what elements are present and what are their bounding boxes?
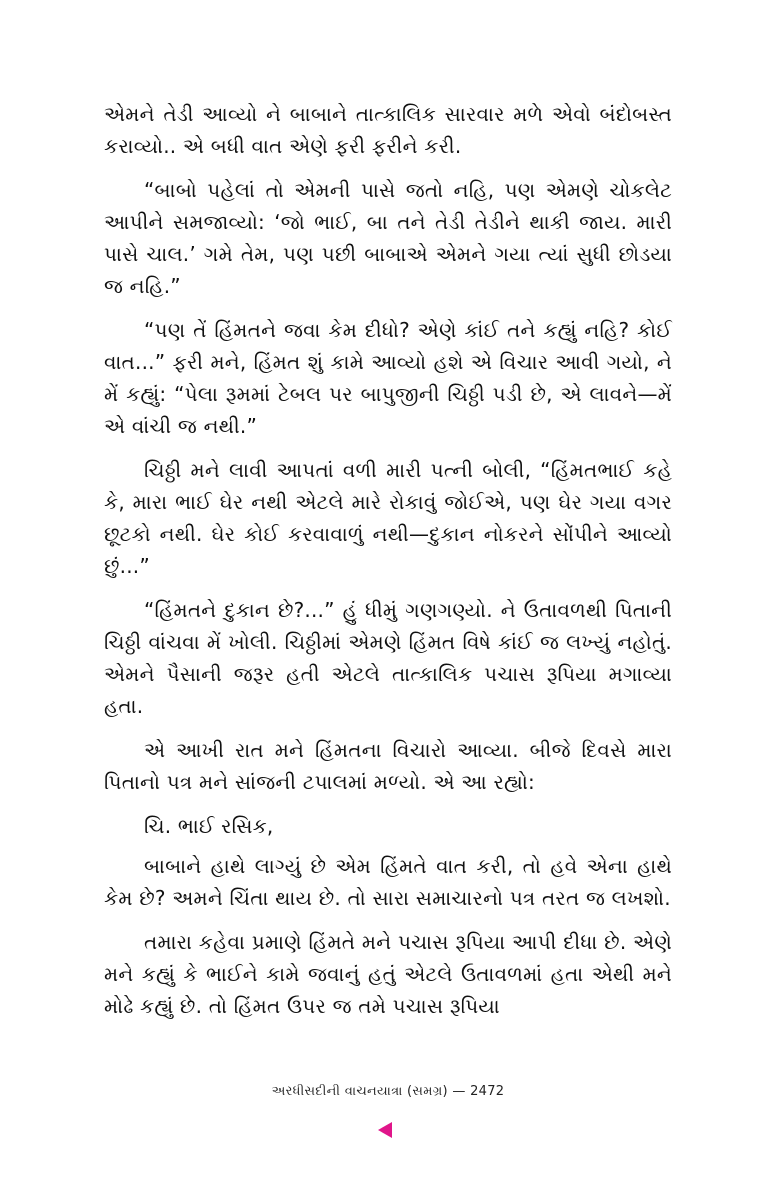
footer-page-number: 2472 [470, 1084, 505, 1099]
paragraph-night-thoughts: એ આખી રાત મને હિંમતના વિચારો આવ્યા. બીજે દિવસે મારા પિતાનો પત્ર મને સાંજની ટપાલમાં મળ્યો. એ આ રહ્યો: [104, 738, 672, 794]
footer-book-title: અરધીસદીની વાચનયાત્રા (સમગ્ર) [271, 1084, 448, 1099]
paragraph-dialogue-himmat: “પણ તેં હિંમતને જવા કેમ દીધો? એણે કાંઈ તને કહ્યું નહિ? કોઈ વાત...” ફરી મને, હિંમત શું કામે આવ્યો હશે એ વિચાર આવી ગયો, ને મેં કહ્યું: “પેલા રૂમમાં ટેબલ પર બાપુજીની ચિઠ્ઠી પડી છે, એ લાવને—મેં એ વાંચી જ નથી.” [104, 318, 672, 438]
paragraph-dialogue-chocolate: “બાબો પહેલાં તો એમની પાસે જતો નહિ, પણ એમણે ચોકલેટ આપીને સમજાવ્યો: ‘જો ભાઈ, બા તને તેડી તેડીને થાકી જાય. મારી પાસે ચાલ.’ ગમે તેમ, પણ પછી બાબાએ એમને ગયા ત્યાં સુધી છોડયા જ નહિ.” [104, 178, 672, 298]
paragraph-continuation: એમને તેડી આવ્યો ને બાબાને તાત્કાલિક સારવાર મળે એવો બંદોબસ્ત કરાવ્યો.. એ બધી વાત એણે ફરી ફરીને કરી. [104, 102, 672, 158]
letter-paragraph-2: તમારા કહેવા પ્રમાણે હિંમતે મને પચાસ રૂપિયા આપી દીધા છે. એણે મને કહ્યું કે ભાઈને કામે જવાનું હતું એટલે ઉતાવળમાં હતા એથી મને મોઢે કહ્યું છે. તો હિંમત ઉપર જ તમે પચાસ રૂપિયા [104, 930, 672, 1018]
previous-page-arrow-icon[interactable] [378, 1122, 392, 1138]
footer-separator: — [452, 1084, 466, 1099]
paragraph-shop-question: “હિંમતને દુકાન છે?...” હું ધીમું ગણગણ્યો. ને ઉતાવળથી પિતાની ચિઠ્ઠી વાંચવા મેં ખોલી. ચિઠ્ઠીમાં એમણે હિંમત વિષે કાંઈ જ લખ્યું નહોતું. એમને પૈસાની જરૂર હતી એટલે તાત્કાલિક પચાસ રૂપિયા મગાવ્યા હતા. [104, 598, 672, 718]
page-body [104, 98, 672, 1034]
letter-paragraph-1: બાબાને હાથે લાગ્યું છે એમ હિંમતે વાત કરી, તો હવે એના હાથે કેમ છે? અમને ચિંતા થાય છે. તો સારા સમાચારનો પત્ર તરત જ લખશો. [104, 854, 672, 910]
paragraph-letter-brought: ચિઠ્ઠી મને લાવી આપતાં વળી મારી પત્ની બોલી, “હિંમતભાઈ કહે કે, મારા ભાઈ ઘેર નથી એટલે મારે રોકાવું જોઈએ, પણ ઘેર ગયા વગર છૂટકો નથી. ઘેર કોઈ કરવાવાળું નથી—દુકાન નોકરને સોંપીને આવ્યો છું...” [104, 458, 672, 578]
page-footer [0, 1084, 776, 1099]
letter-salutation: ચિ. ભાઈ રસિક, [144, 814, 274, 838]
